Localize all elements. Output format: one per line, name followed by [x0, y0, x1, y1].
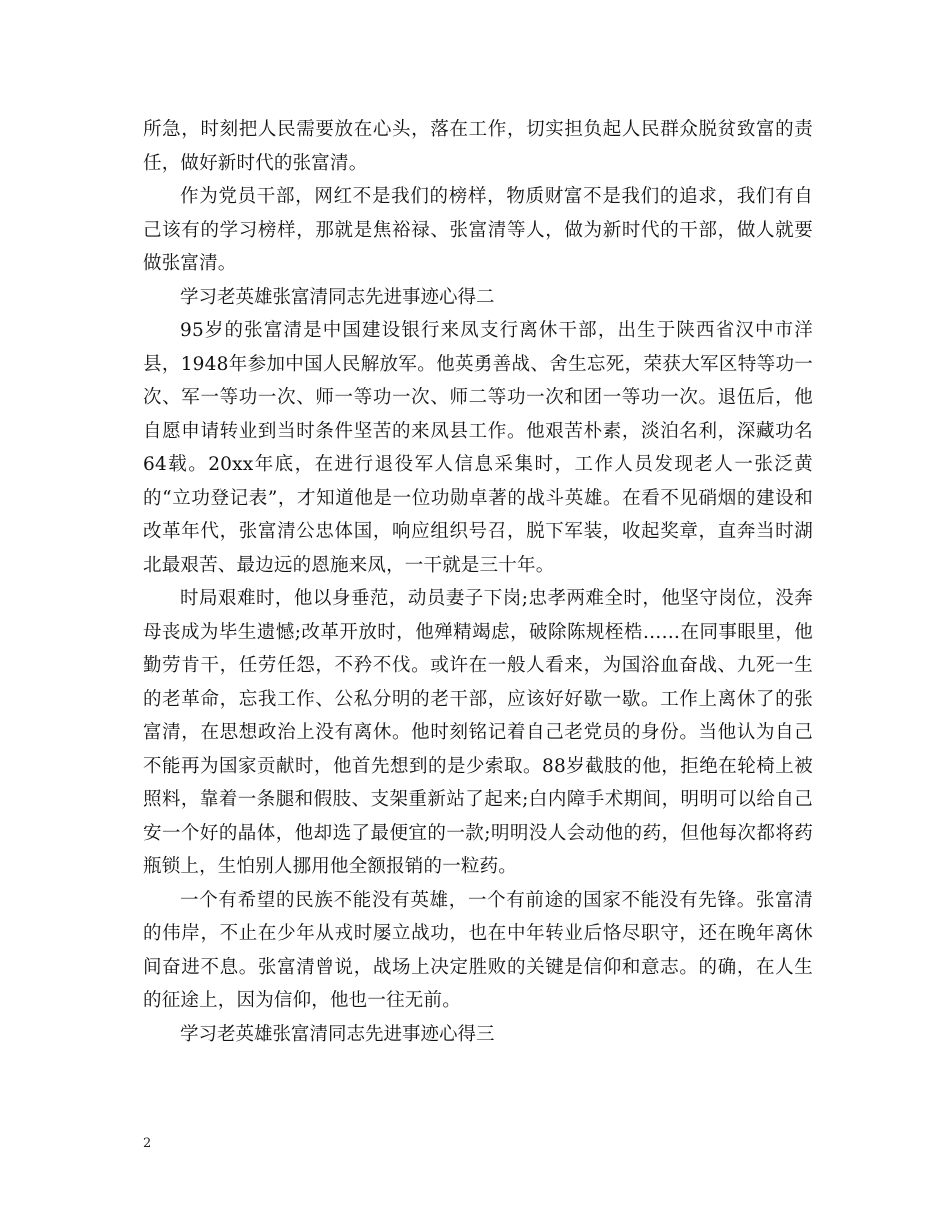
section-heading-two: 学习老英雄张富清同志先进事迹心得二 — [180, 286, 495, 308]
page-number: 2 — [143, 1136, 152, 1151]
section-heading-three: 学习老英雄张富清同志先进事迹心得三 — [180, 1023, 495, 1045]
paragraph-continuation: 所急，时刻把人民需要放在心头，落在工作，切实担负起人民群众脱贫致富的责任，做好新时代的张富清。 — [143, 119, 813, 174]
paragraph-hero-nation: 一个有希望的民族不能没有英雄，一个有前途的国家不能没有先锋。张富清的伟岸，不止在少年从戎时屡立战功，也在中年转业后恪尽职守，还在晚年离休间奋进不息。张富清曾说，战场上决定胜败的关键是信仰和意志。的确，在人生的征途上，因为信仰，他也一往无前。 — [143, 889, 813, 1011]
document-body — [143, 113, 813, 1051]
paragraph-dedication: 时局艰难时，他以身垂范，动员妻子下岗;忠孝两难全时，他坚守岗位，没奔母丧成为毕生遗憾;改革开放时，他殚精竭虑，破除陈规桎梏……在同事眼里，他勤劳肯干，任劳任怨，不矜不伐。或许在一般人看来，为国浴血奋战、九死一生的老革命，忘我工作、公私分明的老干部，应该好好歇一歇。工作上离休了的张富清，在思想政治上没有离休。他时刻铭记着自己老党员的身份。当他认为自己不能再为国家贡献时，他首先想到的是少索取。88岁截肢的他，拒绝在轮椅上被照料，靠着一条腿和假肢、支架重新站了起来;白内障手术期间，明明可以给自己安一个好的晶体，他却选了最便宜的一款;明明没人会动他的药，但他每次都将药瓶锁上，生怕别人挪用他全额报销的一粒药。 — [143, 588, 813, 877]
paragraph-biography: 95岁的张富清是中国建设银行来凤支行离休干部，出生于陕西省汉中市洋县，1948年参加中国人民解放军。他英勇善战、舍生忘死，荣获大军区特等功一次、军一等功一次、师一等功一次、师二等功一次和团一等功一次。退伍后，他自愿申请转业到当时条件坚苦的来凤县工作。他艰苦朴素，淡泊名利，深藏功名64载。20xx年底，在进行退役军人信息采集时，工作人员发现老人一张泛黄的“立功登记表”，才知道他是一位功勋卓著的战斗英雄。在看不见硝烟的建设和改革年代，张富清公忠体国，响应组织号召，脱下军装，收起奖章，直奔当时湖北最艰苦、最边远的恩施来凤，一干就是三十年。 — [143, 320, 813, 576]
paragraph-role-model: 作为党员干部，网红不是我们的榜样，物质财富不是我们的追求，我们有自己该有的学习榜样，那就是焦裕禄、张富清等人，做为新时代的干部，做人就要做张富清。 — [143, 186, 813, 274]
